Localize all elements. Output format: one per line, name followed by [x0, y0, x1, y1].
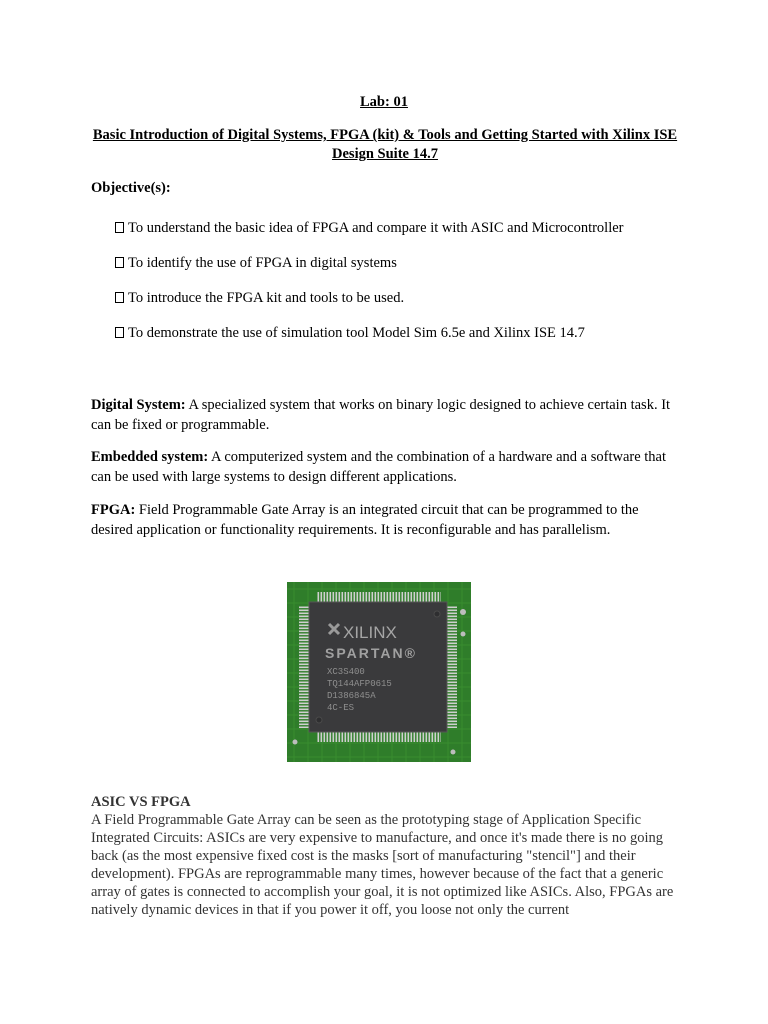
chip-marking: 4C-ES — [327, 703, 355, 713]
chip-marking: D1386845A — [327, 691, 376, 701]
asic-vs-fpga-body: A Field Programmable Gate Array can be seen as the prototyping stage of Application Specific Integrated Circuits: ASICs are very expensive to manufacture, and once it's made there is no going back (as the most expensive fixed cost is the masks [sort of manufacturing "stencil"] and their development). FPGAs are reprogrammable many times, however because of the fact that a generic array of gates is connected to accomplish your goal, it is not optimized like ASICs. Also, FPGAs are natively dynamic devices in that if you power it off, you loose not only the current — [91, 812, 674, 918]
bullet-box-icon — [115, 257, 124, 268]
definition-fpga — [91, 501, 681, 540]
definition-embedded-system — [91, 448, 681, 487]
fpga-chip-photo — [287, 582, 471, 762]
definition-digital-system — [91, 396, 681, 435]
objective-text: To identify the use of FPGA in digital systems — [128, 255, 397, 271]
objective-item — [115, 289, 404, 307]
bullet-box-icon — [115, 292, 124, 303]
asic-vs-fpga-heading: ASIC VS FPGA — [91, 794, 191, 810]
chip-brand: XILINX — [343, 623, 397, 642]
objective-item — [115, 324, 585, 342]
objective-text: To understand the basic idea of FPGA and compare it with ASIC and Microcontroller — [128, 220, 624, 236]
main-title: Basic Introduction of Digital Systems, FPGA (kit) & Tools and Getting Started with Xilinx ISE Design Suite 14.7 — [92, 127, 678, 162]
bullet-box-icon — [115, 327, 124, 338]
bullet-box-icon — [115, 222, 124, 233]
objective-item — [115, 219, 624, 237]
objectives-heading: Objective(s): — [91, 180, 171, 196]
objective-item — [115, 254, 397, 272]
definition-text: Field Programmable Gate Array is an integrated circuit that can be programmed to the desired application or functionality requirements. It is reconfigurable and has parallelism. — [91, 502, 639, 538]
chip-marking: XC3S400 — [327, 667, 365, 677]
objective-text: To demonstrate the use of simulation tool Model Sim 6.5e and Xilinx ISE 14.7 — [128, 325, 585, 341]
definition-term: Digital System: — [91, 397, 186, 413]
objective-text: To introduce the FPGA kit and tools to be used. — [128, 290, 405, 306]
definition-text: A specialized system that works on binary logic designed to achieve certain task. It can be fixed or programmable. — [91, 397, 671, 433]
definition-text: A computerized system and the combination of a hardware and a software that can be used with large systems to design different applications. — [91, 449, 667, 485]
definition-term: FPGA: — [91, 502, 136, 518]
chip-marking: TQ144AFP0615 — [327, 679, 392, 689]
chip-family: SPARTAN® — [325, 645, 417, 661]
lab-title: Lab: 01 — [360, 94, 408, 110]
definition-term: Embedded system: — [91, 449, 209, 465]
